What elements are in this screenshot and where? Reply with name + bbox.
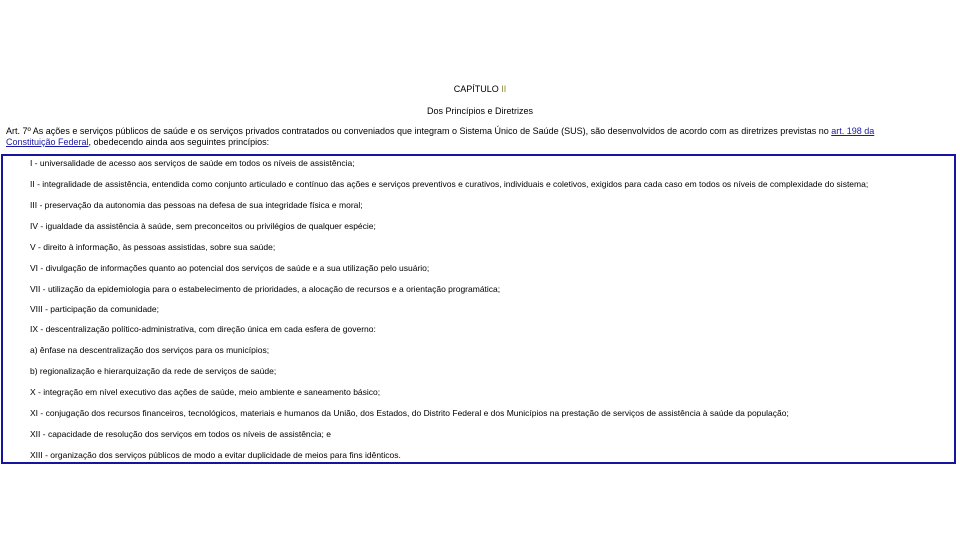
list-item: VIII - participação da comunidade;	[30, 304, 159, 314]
chapter-prefix: CAPÍTULO	[453, 84, 499, 94]
list-item: II - integralidade de assistência, entendida como conjunto articulado e contínuo das ações e serviços preventivos e curativos, individuais e coletivos, exigidos para cada caso em todos os níveis de complexidade do sistema;	[30, 179, 869, 189]
list-item: I - universalidade de acesso aos serviços de saúde em todos os níveis de assistência;	[30, 158, 355, 168]
list-item: VII - utilização da epidemiologia para o estabelecimento de prioridades, a alocação de recursos e a orientação programática;	[30, 284, 501, 294]
article-paragraph	[6, 126, 956, 148]
list-item: b) regionalização e hierarquização da rede de serviços de saúde;	[30, 366, 277, 376]
article-text-after-link: , obedecendo ainda aos seguintes princípios:	[88, 137, 270, 147]
list-item: a) ênfase na descentralização dos serviços para os municípios;	[30, 345, 270, 355]
list-item: V - direito à informação, às pessoas assistidas, sobre sua saúde;	[30, 242, 276, 252]
article-text-before-link: Art. 7º As ações e serviços públicos de saúde e os serviços privados contratados ou conveniados que integram o Sistema Único de Saúde (SUS), são desenvolvidos de acordo com as diretrizes previstas no	[6, 126, 832, 136]
list-item: XI - conjugação dos recursos financeiros, tecnológicos, materiais e humanos da União, dos Estados, do Distrito Federal e dos Municípios na prestação de serviços de assistência à saúde da população;	[30, 408, 789, 418]
list-item: VI - divulgação de informações quanto ao potencial dos serviços de saúde e a sua utilização pelo usuário;	[30, 263, 430, 273]
article-link[interactable]: art. 198 da	[831, 126, 875, 136]
section-subtitle: Dos Princípios e Diretrizes	[426, 106, 534, 116]
list-item: IX - descentralização político-administrativa, com direção única em cada esfera de governo:	[30, 324, 376, 334]
constitution-link[interactable]: Constituição Federal	[6, 137, 89, 147]
list-item: XII - capacidade de resolução dos serviços em todos os níveis de assistência; e	[30, 429, 331, 439]
chapter-heading	[0, 84, 960, 94]
list-item: III - preservação da autonomia das pessoas na defesa de sua integridade física e moral;	[30, 200, 363, 210]
list-item: XIII - organização dos serviços públicos de modo a evitar duplicidade de meios para fins idênticos.	[30, 450, 401, 460]
list-item: IV - igualdade da assistência à saúde, sem preconceitos ou privilégios de qualquer espécie;	[30, 221, 376, 231]
list-item: X - integração em nível executivo das ações de saúde, meio ambiente e saneamento básico;	[30, 387, 381, 397]
chapter-number: II	[501, 84, 507, 94]
